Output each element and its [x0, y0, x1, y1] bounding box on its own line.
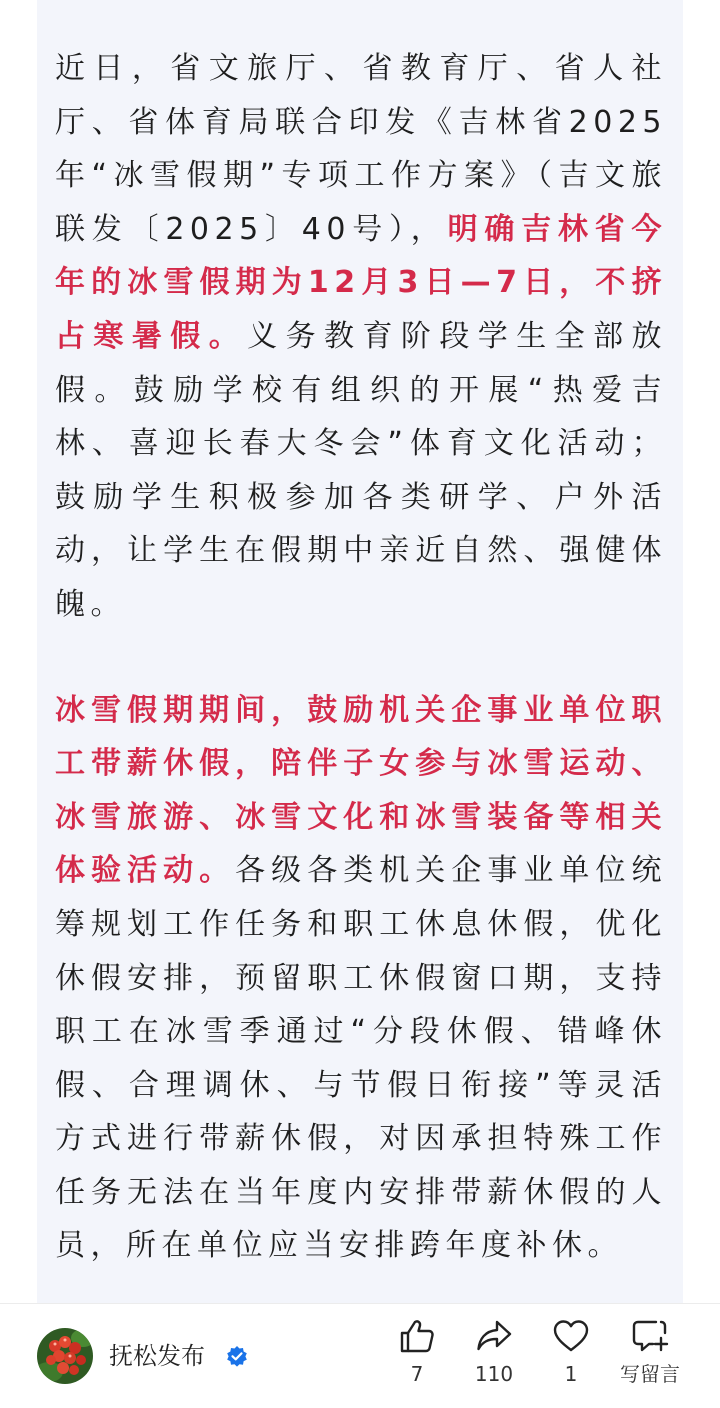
verified-badge-icon [226, 1345, 248, 1367]
thumbs-up-icon [398, 1318, 436, 1354]
paragraph-1-text-b: 义务教育阶段学生全部放假。鼓励学校有组织的开展“热爱吉林、喜迎长春大冬会”体育文化活动；鼓励学生积极参加各类研学、户外活动，让学生在假期中亲近自然、强健体魄。 [55, 318, 668, 622]
favorite-button[interactable] [526, 1318, 616, 1398]
heart-icon [552, 1318, 590, 1354]
author-name[interactable]: 抚松发布 [109, 1342, 205, 1370]
paragraph-1-highlight: 明确吉林省今年的冰雪假期为12月3日—7日，不挤占寒暑假。 [55, 211, 667, 354]
paragraph-1 [55, 42, 667, 632]
article-body [55, 42, 667, 1303]
paragraph-2-text: 各级各类机关企事业单位统筹规划工作任务和职工休息休假，优化休假安排，预留职工休假窗口期，支持职工在冰雪季通过“分段休假、错峰休假、合理调休、与节假日衔接”等灵活方式进行带薪休假，对因承担特殊工作任务无法在当年度内安排带薪休假的人员，所在单位应当安排跨年度补休。 [55, 853, 667, 1264]
paragraph-1-text-a: 近日，省文旅厅、省教育厅、省人社厅、省体育局联合印发《吉林省2025年“冰雪假期”专项工作方案》（吉文旅联发〔2025〕40号）， [55, 51, 667, 247]
like-count: 7 [410, 1362, 424, 1386]
paragraph-2 [55, 684, 667, 1274]
comment-button[interactable] [605, 1318, 695, 1398]
paragraph-2-highlight: 冰雪假期期间，鼓励机关企事业单位职工带薪休假，陪伴子女参与冰雪运动、冰雪旅游、冰雪文化和冰雪装备等相关体验活动。 [55, 692, 667, 889]
berry-avatar-icon[interactable] [37, 1328, 93, 1384]
share-arrow-icon [475, 1318, 513, 1354]
favorite-count: 1 [564, 1362, 578, 1386]
comment-label: 写留言 [620, 1362, 680, 1386]
bottom-action-bar [0, 1303, 720, 1408]
share-count: 110 [474, 1362, 514, 1386]
comment-plus-icon [630, 1318, 670, 1354]
article-card [37, 0, 683, 1303]
